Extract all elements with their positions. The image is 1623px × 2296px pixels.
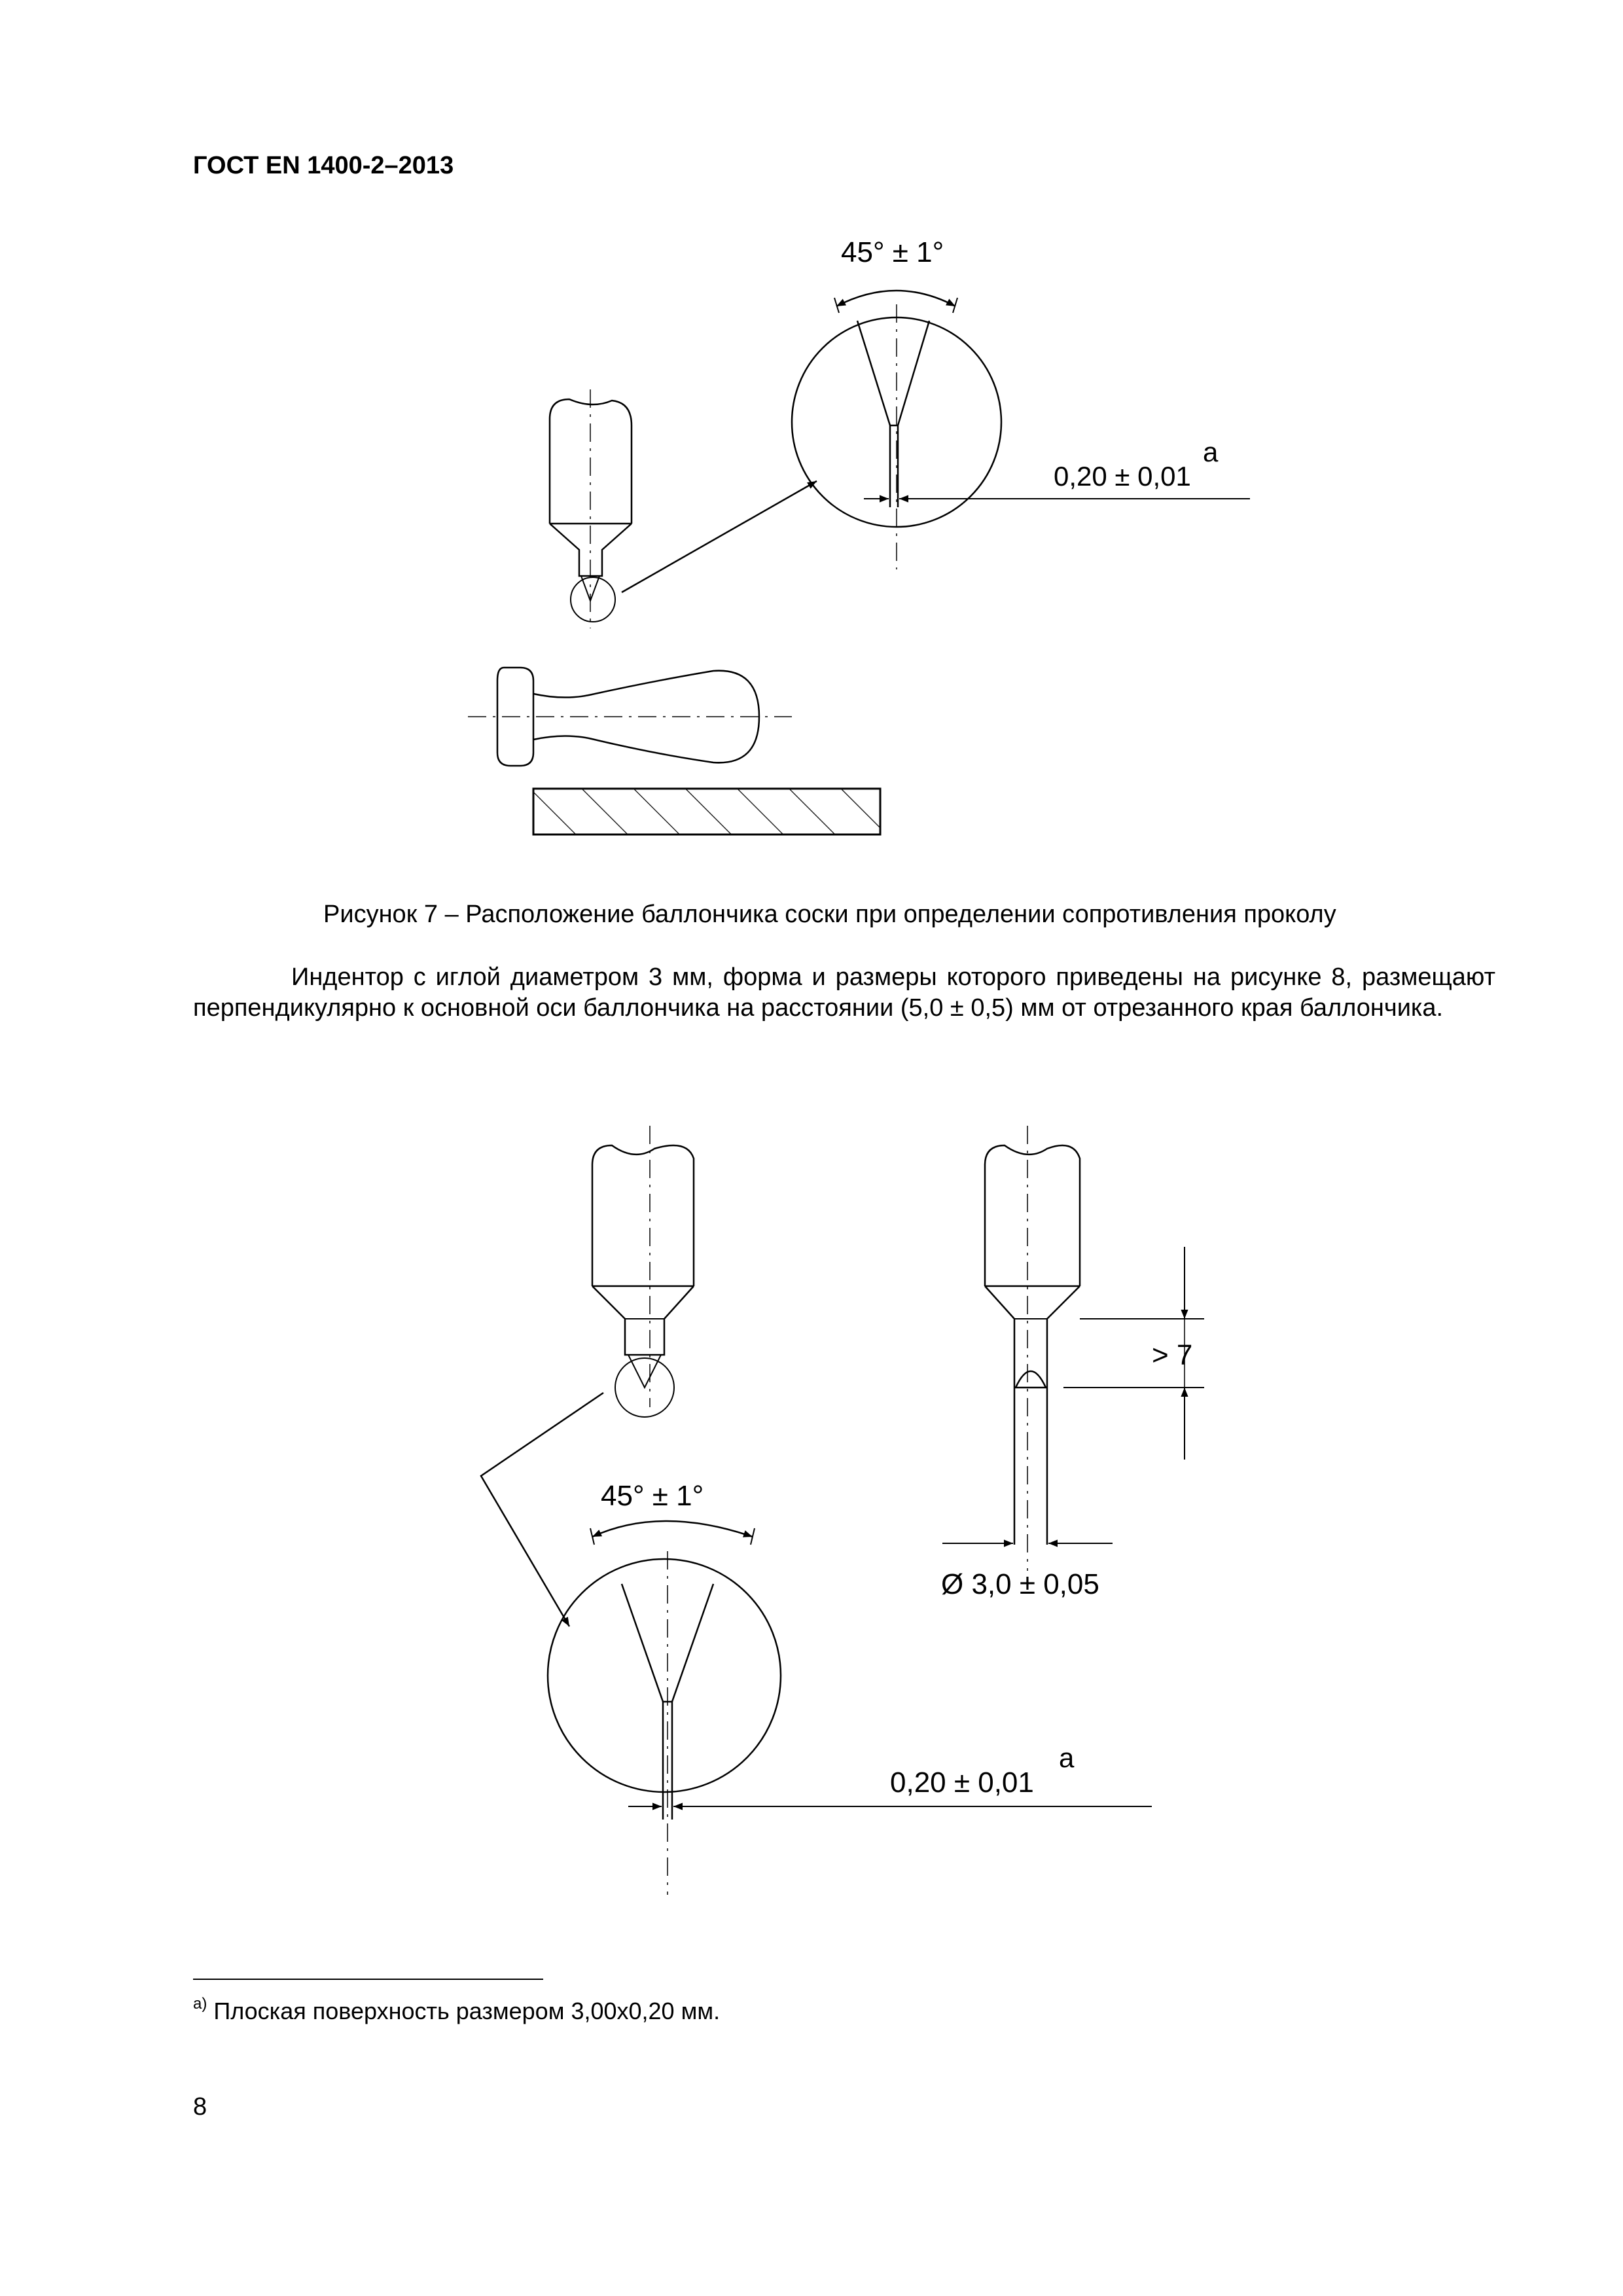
fig7-support-block — [533, 789, 880, 834]
fig7-flat-note-marker: a — [1203, 437, 1219, 467]
body-paragraph — [193, 962, 1495, 1024]
fig8-length-dimension — [1152, 1247, 1192, 1460]
fig8-magnified-tip — [548, 1551, 781, 1895]
footnote — [193, 1995, 721, 2025]
figure-7-caption: Рисунок 7 – Расположение баллончика соски при определении сопротивления проколу — [323, 901, 1336, 928]
fig8-flat-label: 0,20 ± 0,01 — [890, 1767, 1034, 1799]
fig8-flat-dimension — [628, 1742, 1152, 1806]
fig8-length-label: > 7 — [1152, 1339, 1193, 1371]
fig8-left-indenter — [592, 1126, 694, 1417]
fig7-angle-dimension — [834, 236, 957, 313]
document-header: ГОСТ EN 1400-2–2013 — [193, 152, 454, 179]
figure-7 — [425, 223, 1276, 864]
footnote-text: Плоская поверхность размером 3,00x0,20 мм. — [207, 1998, 721, 2024]
fig8-diameter-label: Ø 3,0 ± 0,05 — [941, 1568, 1099, 1600]
fig8-pointer-arrow — [481, 1393, 603, 1626]
fig7-magnified-tip — [792, 304, 1001, 569]
fig8-angle-label: 45° ± 1° — [601, 1480, 704, 1512]
fig7-teat — [468, 668, 792, 766]
fig7-indenter — [550, 389, 632, 628]
fig7-flat-label: 0,20 ± 0,01 — [1054, 461, 1191, 492]
footnote-rule — [193, 1979, 543, 1980]
fig7-pointer-arrow — [622, 481, 817, 592]
fig7-flat-dimension — [864, 437, 1250, 499]
page-number: 8 — [193, 2093, 207, 2121]
fig8-angle-dimension — [590, 1480, 755, 1545]
body-paragraph-text: Индентор с иглой диаметром 3 мм, форма и размеры которого приведены на рисунке 8, размещают перпендикулярно к основной оси баллончика на расстоянии (5,0 ± 0,5) мм от отрезанного края баллончика. — [193, 963, 1495, 1022]
fig7-angle-label: 45° ± 1° — [841, 236, 944, 268]
fig8-diameter-dimension — [941, 1543, 1113, 1600]
figure-8 — [458, 1113, 1276, 1931]
fig8-flat-note-marker: a — [1059, 1742, 1075, 1773]
footnote-marker: а) — [193, 1995, 207, 2013]
